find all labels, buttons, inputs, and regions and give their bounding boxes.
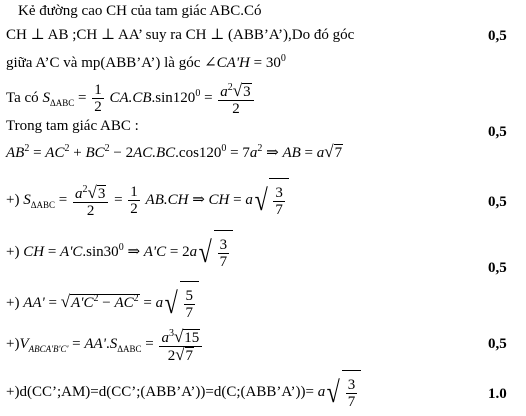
line-10 (6, 322, 204, 366)
line-8 (6, 226, 233, 270)
line-3 (6, 50, 286, 72)
score-5: 0,5 (488, 336, 507, 352)
line-6 (6, 140, 343, 162)
line-7 (6, 178, 289, 222)
text-line-1: Kẻ đường cao CH của tam giác ABC.Có (18, 3, 262, 19)
angle-formula: ∠CA'H = $30^0$ (204, 53, 286, 71)
line-9 (6, 277, 199, 321)
line-11 (6, 370, 361, 414)
score-2: 0,5 (488, 124, 507, 140)
area-formula: $S_{\Delta ABC}$ = $\frac{1}{2}$ $CA.CB.\sin 120^0$ = $\frac{a^2√3}{2}$ (42, 90, 255, 106)
line-4 (6, 74, 256, 118)
line-2 (6, 26, 354, 44)
text-line-5: Trong tam giác ABC : (6, 118, 139, 134)
aa-formula: +) $AA' = √A'C^2 - AC^2 = a$ √ $\frac{5}{7}$ (6, 295, 199, 311)
ch-formula: +) $S_{\Delta ABC}$ = $\frac{a^2√3}{2}$ = $\frac{1}{2}$ AB.CH ⇒ CH = a √ $\frac{3}{7}$ (6, 192, 289, 208)
score-3: 0,5 (488, 194, 507, 210)
line-1 (18, 2, 262, 20)
text-line-4-prefix: Ta có (6, 90, 39, 106)
distance-formula: +)d(CC’;AM)=d(CC’;(ABB’A’))=d(C;(ABB’A’))= a √ $\frac{3}{7}$ (6, 384, 361, 400)
line-5 (6, 117, 139, 135)
cosine-formula: $AB^2 = AC^2 + BC^2 - 2AC.BC.\cos 120^0 = 7a^2$ ⇒ AB = a√7 (6, 142, 343, 161)
text-line-3: giữa A’C và mp(ABB’A’) là góc (6, 55, 201, 71)
score-1: 0,5 (488, 28, 507, 44)
text-line-2: CH ⊥ AB ;CH ⊥ AA’ suy ra CH ⊥ (ABB’A’),Do đó góc (6, 27, 355, 43)
ac-formula: +) CH = $A'C.\sin 30^0$ ⇒ A'C = 2a √ $\frac{3}{7}$ (6, 244, 233, 260)
score-4: 0,5 (488, 260, 507, 276)
volume-formula: $+)V_{ABCA'B'C'} = AA'.S_{\Delta ABC}$ = $\frac{a^3√15}{2√7}$ (6, 336, 204, 352)
score-6: 1.0 (488, 386, 507, 402)
